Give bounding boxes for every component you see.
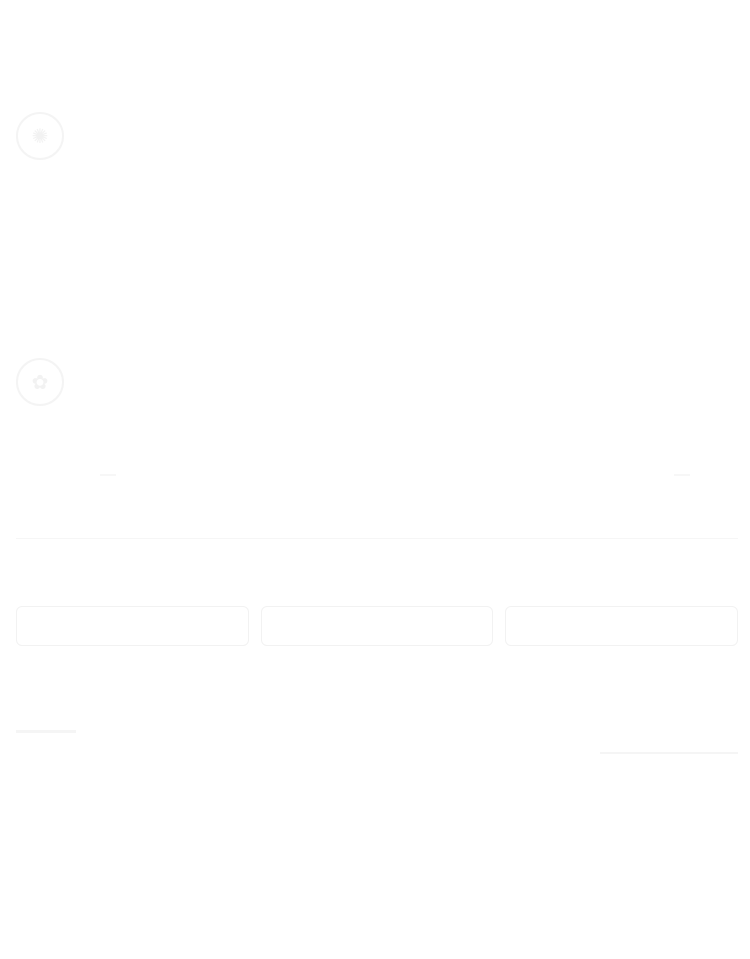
section-accent-bar — [16, 730, 76, 733]
option-button-1[interactable] — [16, 606, 249, 646]
section-services — [16, 358, 738, 406]
seal-icon: ✺ — [16, 112, 64, 160]
button-row — [16, 606, 738, 646]
option-button-3[interactable] — [505, 606, 738, 646]
section-intro-header — [16, 112, 738, 160]
option-button-2[interactable] — [261, 606, 494, 646]
tab-second[interactable] — [674, 462, 690, 476]
section-services-header — [16, 358, 738, 406]
site-logo[interactable] — [16, 14, 166, 58]
section-intro — [16, 112, 738, 182]
divider — [600, 752, 738, 754]
tab-bar — [100, 462, 690, 476]
notice-text — [16, 530, 738, 539]
emblem-icon: ✿ — [16, 358, 64, 406]
tab-first[interactable] — [100, 462, 116, 476]
